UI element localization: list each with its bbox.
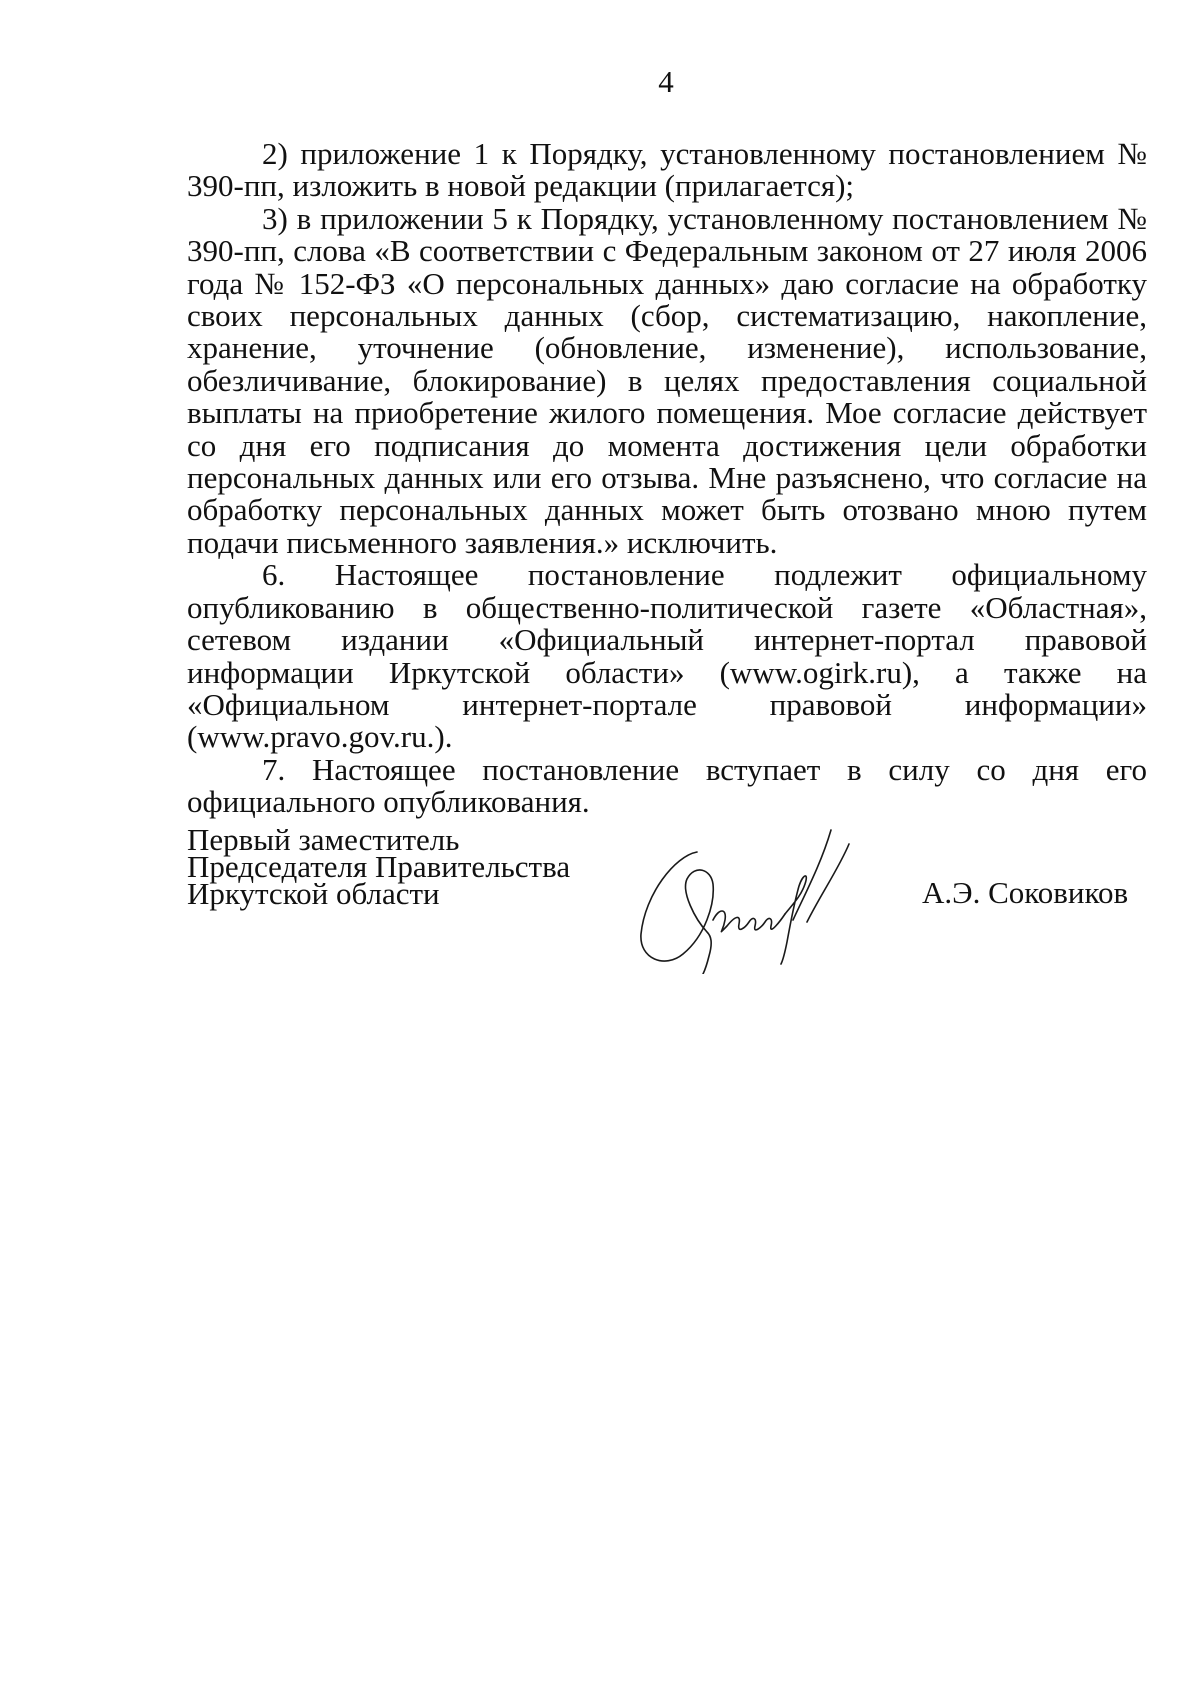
position-line: Первый заместитель (187, 822, 460, 857)
document-body (187, 138, 1147, 819)
paragraph-entry-into-force: 7. Настоящее постановление вступает в силу со дня его официального опубликования. (187, 751, 1147, 820)
signature-block (187, 822, 1147, 976)
page-number: 4 (658, 64, 674, 99)
paragraph-publication: 6. Настоящее постановление подлежит официальному опубликованию в общественно-политической газете «Областная», сетевом издании «Официальный интернет-портал правовой информации Иркутской области» (www.ogirk.ru), а также на «Официальном интернет-портале правовой информации» (www.pravo.gov.ru.). (187, 557, 1147, 755)
paragraph-appendix-5: 3) в приложении 5 к Порядку, установленному постановлением № 390-пп, слова «В соответствии с Федеральным законом от 27 июля 2006 года № 152-ФЗ «О персональных данных» даю согласие на обработку своих персональных данных (сбор, систематизацию, накопление, хранение, уточнение (обновление, изменение), использование, обезличивание, блокирование) в целях предоставления социальной выплаты на приобретение жилого помещения. Мое согласие действует со дня его подписания до момента достижения цели обработки персональных данных или его отзыва. Мне разъяснено, что согласие на обработку персональных данных может быть отозвано мною путем подачи письменного заявления.» исключить. (187, 200, 1147, 560)
position-line: Председателя Правительства (187, 849, 571, 884)
signer-name: А.Э. Соковиков (922, 875, 1129, 910)
paragraph-appendix-1: 2) приложение 1 к Порядку, установленному постановлением № 390-пп, изложить в новой редакции (прилагается); (187, 136, 1147, 204)
position-line: Иркутской области (187, 876, 440, 911)
handwritten-signature (635, 824, 875, 974)
signer-position (187, 822, 571, 911)
